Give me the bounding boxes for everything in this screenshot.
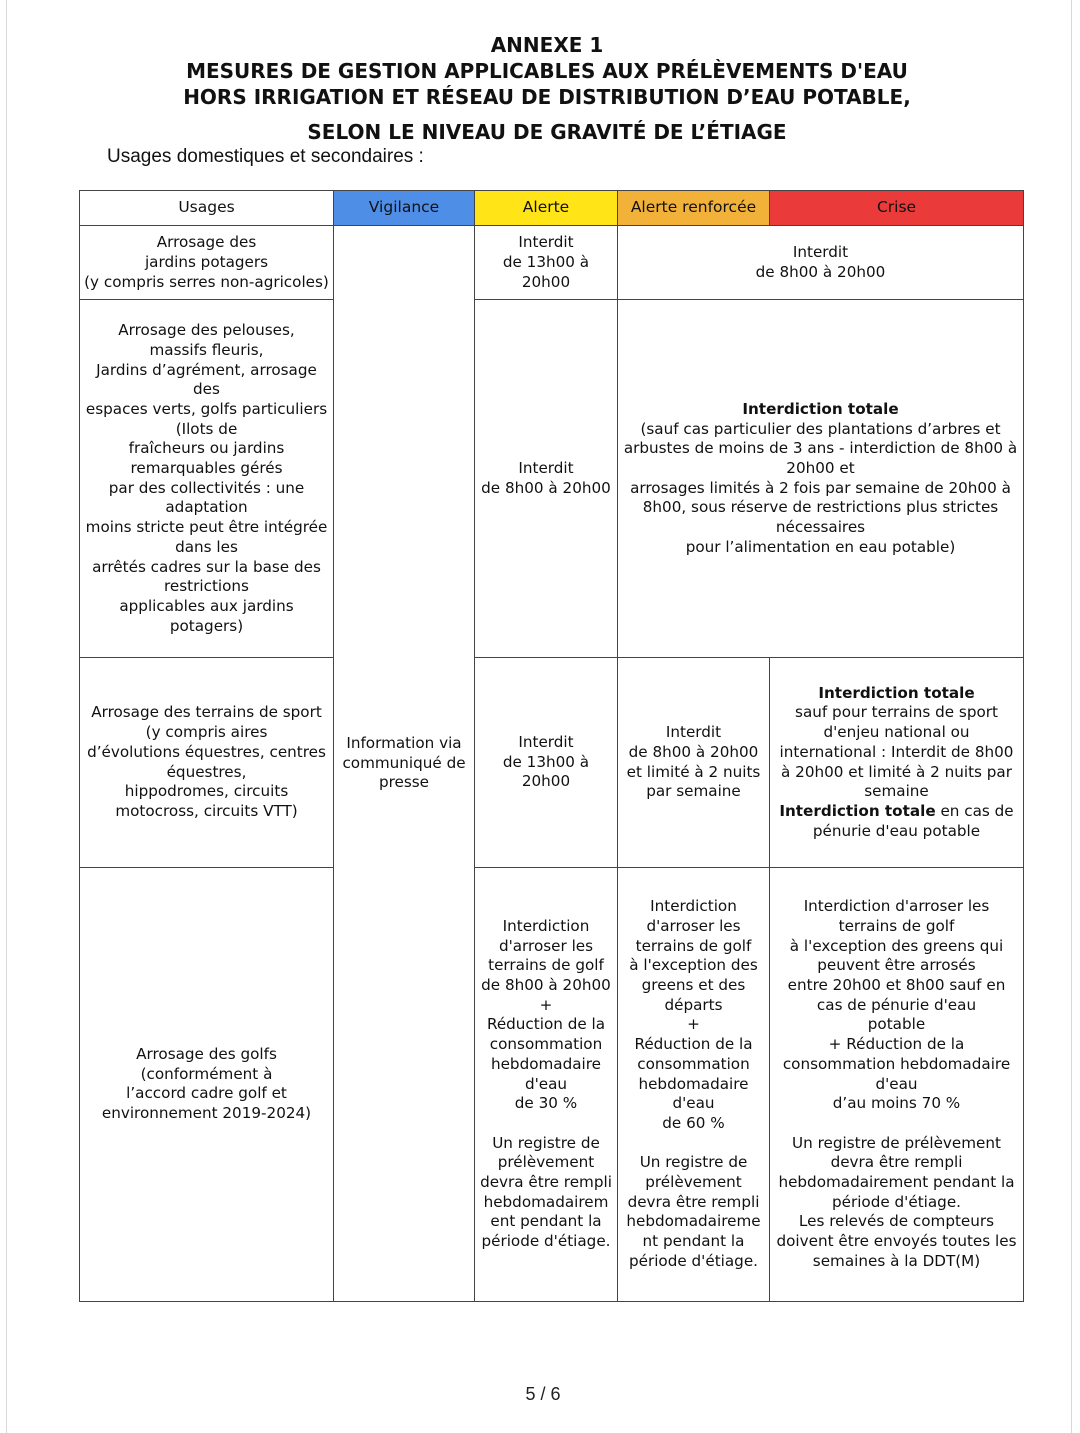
- table-row: [80, 226, 1024, 300]
- crise-cell: Interdiction d'arroser les terrains de golf à l'exception des greens qui peuvent être arrosés entre 20h00 et 8h00 sauf en cas de pénurie d'eau potable + Réduction de la consommation hebdomadaire d'eau d’au moins 70 % Un registre de prélèvement devra être rempli hebdomadairement pendant la période d'étiage. Les relevés de compteurs doivent être envoyés toutes les semaines à la DDT(M): [770, 867, 1024, 1301]
- header-vigilance: Vigilance: [334, 191, 475, 226]
- restrictions-table: [79, 190, 1024, 1302]
- page-number: 5 / 6: [525, 1384, 561, 1404]
- alerte-cell: Interdiction d'arroser les terrains de golf de 8h00 à 20h00 + Réduction de la consommation hebdomadaire d'eau de 30 % Un registre de prélèvement devra être rempli hebdomadairem ent pendant la période d'étiage.: [475, 867, 618, 1301]
- table-header-row: [80, 191, 1024, 226]
- alerte-cell: Interdit de 8h00 à 20h00: [475, 300, 618, 658]
- section-subtitle: Usages domestiques et secondaires :: [107, 146, 424, 167]
- document-title: [0, 32, 1080, 145]
- renforcee-cell: Interdit de 8h00 à 20h00 et limité à 2 nuits par semaine: [618, 658, 770, 868]
- interdiction-totale-label-2: Interdiction totale: [779, 801, 936, 820]
- renforcee-crise-cell: Interdit de 8h00 à 20h00: [618, 226, 1024, 300]
- title-line-1: ANNEXE 1: [490, 33, 604, 57]
- crise-details-2: en cas de pénurie d'eau potable: [812, 801, 1014, 840]
- usage-cell: Arrosage des golfs (conformément à l’accord cadre golf et environnement 2019-2024): [80, 867, 334, 1301]
- table-row: [80, 867, 1024, 1301]
- crise-details: sauf pour terrains de sport d'enjeu national ou international : Interdit de 8h00 à 20h00 et limité à 2 nuits par semaine: [779, 703, 1014, 801]
- table-row: [80, 658, 1024, 868]
- header-crise: Crise: [770, 191, 1024, 226]
- renforcee-crise-details: (sauf cas particulier des plantations d’arbres et arbustes de moins de 3 ans - interdiction de 8h00 à 20h00 et arrosages limités à 2 fois par semaine de 20h00 à 8h00, sous réserve de restrictions plus strictes nécessaires pour l’alimentation en eau potable): [623, 419, 1018, 556]
- header-alerte: Alerte: [475, 191, 618, 226]
- title-line-3: HORS IRRIGATION ET RÉSEAU DE DISTRIBUTION D’EAU POTABLE,: [183, 85, 911, 109]
- title-line-2: MESURES DE GESTION APPLICABLES AUX PRÉLÈVEMENTS D'EAU: [186, 59, 908, 83]
- vigilance-cell: Information via communiqué de presse: [334, 226, 475, 1302]
- crise-cell: [770, 658, 1024, 868]
- title-line-4: SELON LE NIVEAU DE GRAVITÉ DE L’ÉTIAGE: [307, 120, 787, 144]
- alerte-cell: Interdit de 13h00 à 20h00: [475, 658, 618, 868]
- renforcee-crise-cell: [618, 300, 1024, 658]
- header-usages: Usages: [80, 191, 334, 226]
- table-row: [80, 300, 1024, 658]
- usage-cell: Arrosage des terrains de sport (y compris aires d’évolutions équestres, centres équestres, hippodromes, circuits motocross, circuits VTT): [80, 658, 334, 868]
- header-alerte-renforcee: Alerte renforcée: [618, 191, 770, 226]
- interdiction-totale-label: Interdiction totale: [818, 683, 975, 702]
- usage-cell: Arrosage des jardins potagers (y compris serres non-agricoles): [80, 226, 334, 300]
- renforcee-cell: Interdiction d'arroser les terrains de golf à l'exception des greens et des départs + Réduction de la consommation hebdomadaire d'eau de 60 % Un registre de prélèvement devra être rempli hebdomadaireme nt pendant la période d'étiage.: [618, 867, 770, 1301]
- alerte-cell: Interdit de 13h00 à 20h00: [475, 226, 618, 300]
- interdiction-totale-label: Interdiction totale: [742, 399, 899, 418]
- usage-cell: Arrosage des pelouses, massifs fleuris, Jardins d’agrément, arrosage des espaces verts, golfs particuliers (Ilots de fraîcheurs ou jardins remarquables gérés par des collectivités : une adaptation moins stricte peut être intégrée dans les arrêtés cadres sur la base des restrictions applicables aux jardins potagers): [80, 300, 334, 658]
